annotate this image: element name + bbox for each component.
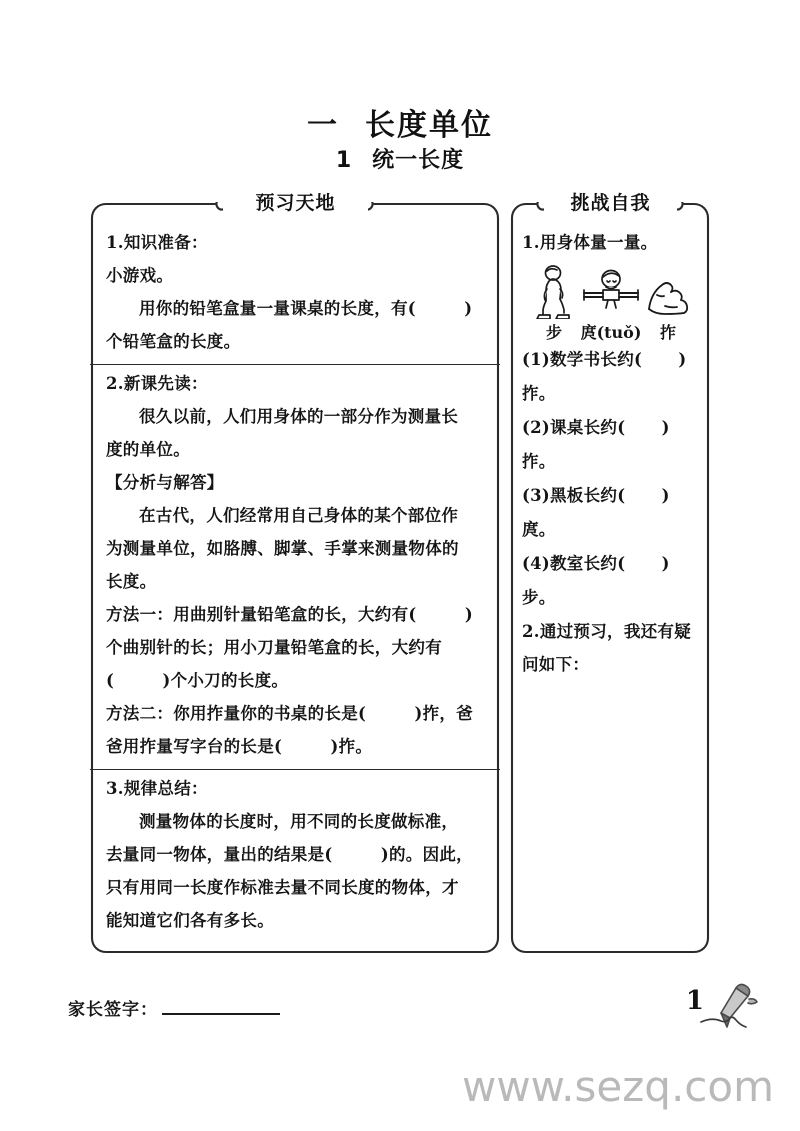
section-summary <box>106 772 484 937</box>
icon-label-handspan: 拃 <box>659 323 676 342</box>
method-one-line: 方法一：用曲别针量铅笔盒的长，大约有( ) <box>106 605 473 624</box>
section-line: 只有用同一长度作标准去量不同长度的物体，才 <box>106 878 459 897</box>
lesson-number: 1 <box>335 148 353 173</box>
section-line: 测量物体的长度时，用不同的长度做标准， <box>139 812 459 831</box>
section-heading: 3.规律总结： <box>106 779 208 798</box>
challenge-closing <box>522 615 700 681</box>
section-knowledge-prep <box>106 226 484 358</box>
pencil-icon <box>700 982 772 1034</box>
challenge-closing-line: 2.通过预习，我还有疑 <box>522 622 692 641</box>
site-watermark: www.sezq.com <box>461 1062 774 1111</box>
section-line: 度的单位。 <box>106 440 190 459</box>
section-line: 个铅笔盒的长度。 <box>106 332 241 351</box>
section-line: 长度。 <box>106 572 157 591</box>
challenge-question: (4)教室长约( )步。 <box>522 554 670 607</box>
method-one-line: ( )个小刀的长度。 <box>106 671 289 690</box>
parent-signature-label: 家长签字： <box>68 1000 158 1020</box>
body-measure-icon-row <box>526 265 696 343</box>
hand-span-icon <box>645 265 691 319</box>
icon-cell-armspan <box>582 265 640 343</box>
parent-signature <box>68 995 280 1020</box>
walking-step-icon <box>534 265 574 319</box>
analysis-heading: 【分析与解答】 <box>106 473 224 492</box>
icon-label-armspan: 庹(tuǒ) <box>580 323 642 342</box>
method-two-line: 方法二：你用拃量你的书桌的长是( )拃，爸 <box>106 704 473 723</box>
challenge-panel-title: 挑战自我 <box>544 188 677 215</box>
preview-panel <box>90 192 500 954</box>
icon-cell-handspan <box>640 265 696 343</box>
chapter-number: 一 <box>307 108 339 143</box>
section-heading: 2.新课先读： <box>106 374 208 393</box>
chapter-title <box>0 100 800 144</box>
challenge-question: (2)课桌长约( )拃。 <box>522 418 670 471</box>
method-one-line: 个曲别针的长；用小刀量铅笔盒的长，大约有 <box>106 638 442 657</box>
preview-panel-title: 预习天地 <box>223 188 368 215</box>
lesson-title-text: 统一长度 <box>372 148 465 173</box>
arm-span-icon <box>582 265 640 319</box>
parent-signature-line[interactable] <box>162 1013 280 1015</box>
method-two-line: 爸用拃量写字台的长是( )拃。 <box>106 737 373 756</box>
pencil-deco <box>700 982 772 1038</box>
section-line: 很久以前，人们用身体的一部分作为测量长 <box>139 407 459 426</box>
challenge-question-list <box>522 343 700 615</box>
challenge-question: (1)数学书长约( )拃。 <box>522 350 687 403</box>
section-line: 在古代，人们经常用自己身体的某个部位作 <box>139 506 459 525</box>
preview-panel-body <box>90 202 500 954</box>
section-line: 为测量单位，如胳膊、脚掌、手掌来测量物体的 <box>106 539 459 558</box>
section-divider <box>90 364 500 365</box>
challenge-panel-body <box>510 202 710 954</box>
challenge-closing-line: 问如下： <box>522 655 590 674</box>
icon-label-step: 步 <box>545 323 562 342</box>
challenge-panel <box>510 192 710 954</box>
section-new-lesson <box>106 367 484 763</box>
section-line: 能知道它们各有多长。 <box>106 911 274 930</box>
section-line: 小游戏。 <box>106 266 174 285</box>
lesson-title <box>0 143 800 174</box>
challenge-heading: 1.用身体量一量。 <box>522 233 658 252</box>
icon-cell-step <box>526 265 582 343</box>
page-number: 1 <box>685 986 704 1016</box>
section-line: 用你的铅笔盒量一量课桌的长度，有( ) <box>139 299 473 318</box>
section-divider <box>90 769 500 770</box>
section-line: 去量同一物体，量出的结果是( )的。因此， <box>106 845 473 864</box>
challenge-question: (3)黑板长约( )庹。 <box>522 486 670 539</box>
section-heading: 1.知识准备： <box>106 233 208 252</box>
chapter-title-text: 长度单位 <box>365 108 493 143</box>
